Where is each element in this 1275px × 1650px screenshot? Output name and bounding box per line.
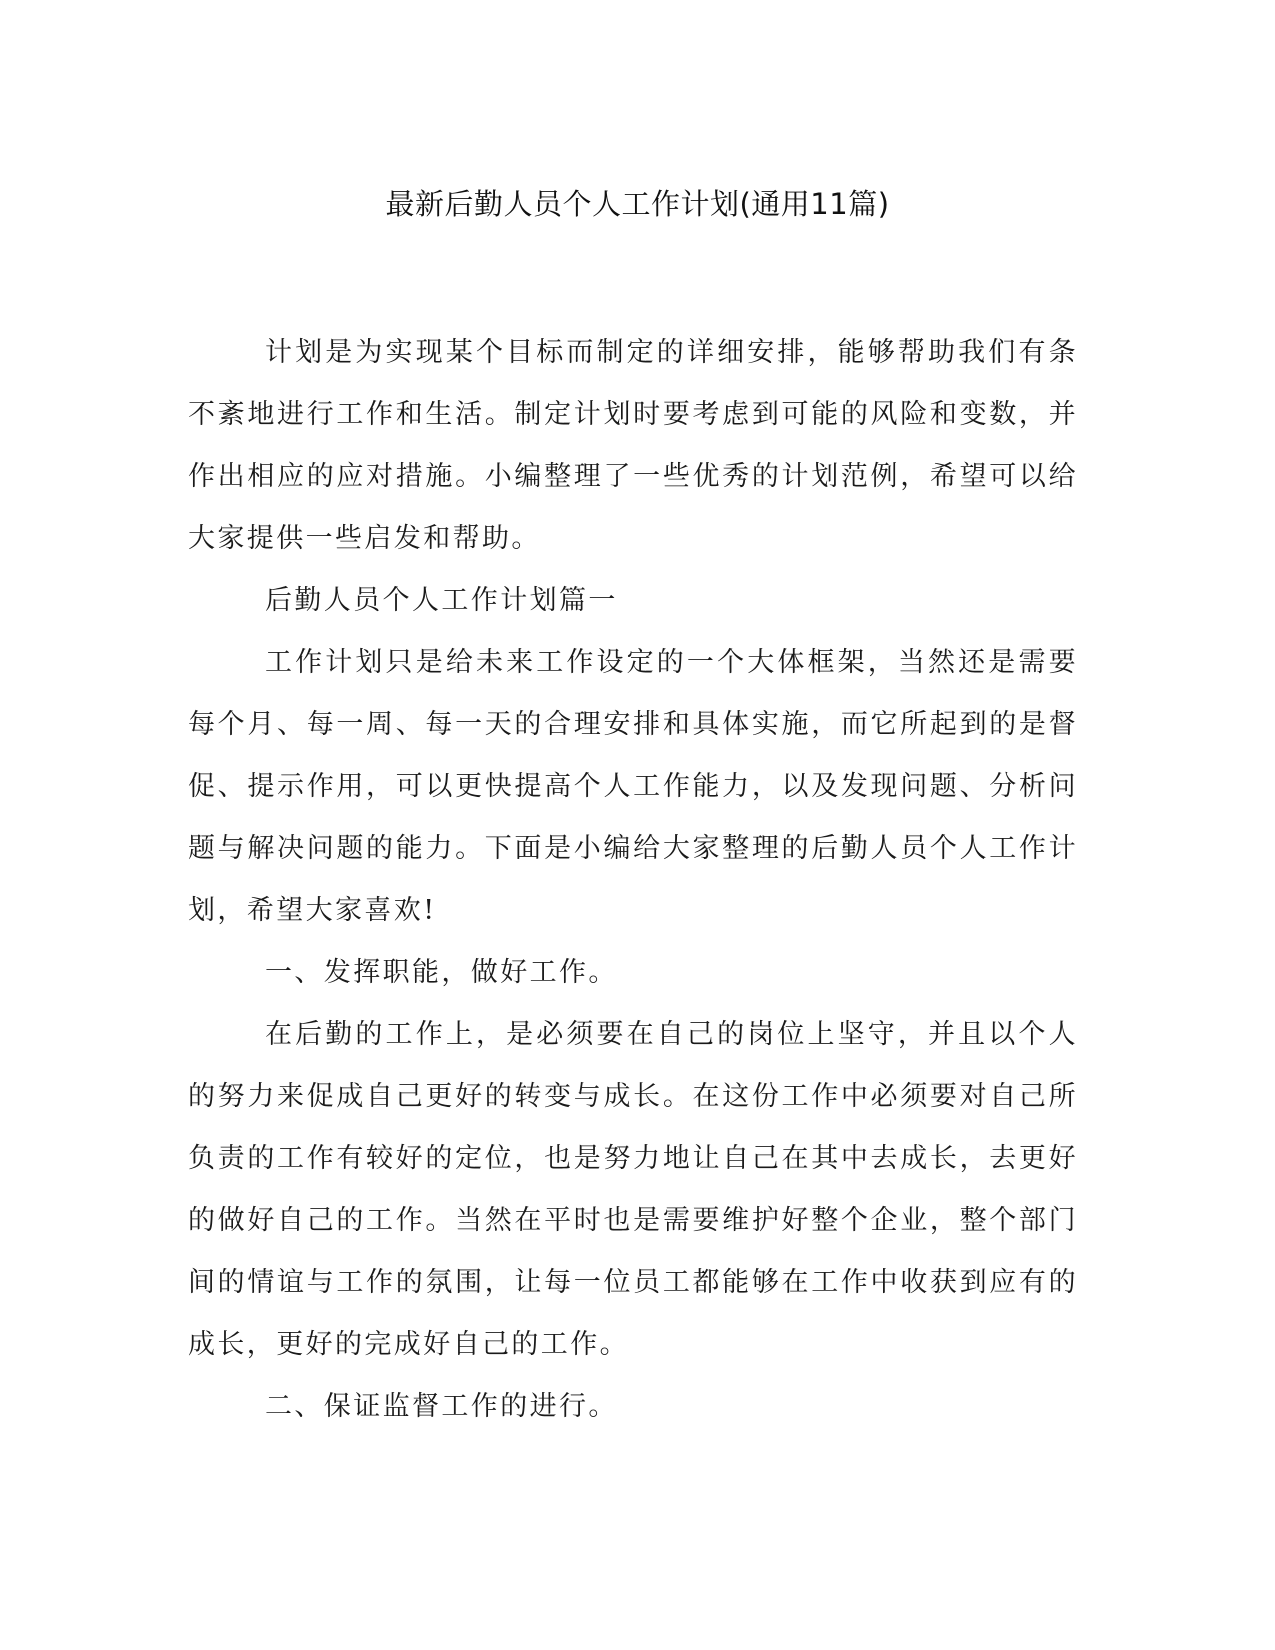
- intro-paragraph: 计划是为实现某个目标而制定的详细安排，能够帮助我们有条不紊地进行工作和生活。制定计划时要考虑到可能的风险和变数，并作出相应的应对措施。小编整理了一些优秀的计划范例，希望可以给大家提供一些启发和帮助。: [188, 337, 1078, 554]
- body-paragraph: 工作计划只是给未来工作设定的一个大体框架，当然还是需要每个月、每一周、每一天的合理安排和具体实施，而它所起到的是督促、提示作用，可以更快提高个人工作能力，以及发现问题、分析问题与解决问题的能力。下面是小编给大家整理的后勤人员个人工作计划，希望大家喜欢!: [188, 647, 1078, 926]
- body-paragraph: 在后勤的工作上，是必须要在自己的岗位上坚守，并且以个人的努力来促成自己更好的转变与成长。在这份工作中必须要对自己所负责的工作有较好的定位，也是努力地让自己在其中去成长，去更好的做好自己的工作。当然在平时也是需要维护好整个企业，整个部门间的情谊与工作的氛围，让每一位员工都能够在工作中收获到应有的成长，更好的完成好自己的工作。: [188, 1019, 1078, 1360]
- document-body: [188, 322, 1078, 1438]
- subsection-heading: 一、发挥职能，做好工作。: [265, 957, 618, 988]
- section-heading: 后勤人员个人工作计划篇一: [265, 585, 618, 616]
- document-title: 最新后勤人员个人工作计划(通用11篇): [385, 187, 890, 221]
- subsection-heading: 二、保证监督工作的进行。: [265, 1391, 618, 1422]
